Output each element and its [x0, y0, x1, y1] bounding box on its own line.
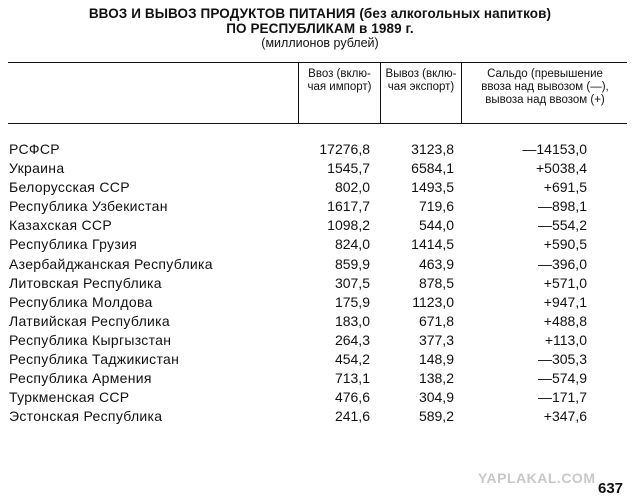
export-value: 1414,5 [411, 236, 454, 253]
balance-value: +113,0 [544, 331, 587, 348]
region-name: Республика Узбекистан [9, 198, 168, 215]
table-body [0, 140, 640, 426]
import-value: 713,1 [334, 370, 370, 387]
header-bottom-rule [8, 123, 627, 124]
balance-value: —305,3 [537, 351, 587, 368]
balance-value: +571,0 [543, 274, 587, 291]
import-value: 241,6 [334, 408, 370, 425]
export-value: 878,5 [418, 274, 454, 291]
table-row [0, 350, 640, 369]
export-value: 463,9 [418, 255, 454, 272]
export-value: 671,8 [418, 312, 454, 329]
export-value: 6584,1 [411, 160, 454, 177]
balance-value: +5038,4 [536, 160, 587, 177]
export-value: 148,9 [418, 351, 454, 368]
column-divider [298, 63, 299, 123]
import-value: 859,9 [334, 255, 370, 272]
title-line-1: ВВОЗ И ВЫВОЗ ПРОДУКТОВ ПИТАНИЯ (без алкогольных напитков) [88, 6, 552, 21]
region-name: Туркменская ССР [9, 389, 130, 406]
region-name: РСФСР [9, 141, 60, 157]
region-name: Белорусская ССР [9, 179, 130, 196]
balance-value: —574,9 [537, 370, 587, 387]
region-name: Республика Таджикистан [9, 351, 180, 368]
import-value: 1098,2 [327, 217, 370, 234]
title-line-2: ПО РЕСПУБЛИКАМ в 1989 г. [226, 21, 414, 36]
page-number: 637 [598, 480, 624, 497]
table-row [0, 369, 640, 388]
column-header-balance-line: вывоза над ввозом (+) [485, 94, 605, 106]
region-name: Эстонская Республика [9, 408, 163, 425]
table-row [0, 274, 640, 293]
table-row [0, 178, 640, 197]
balance-value: —898,1 [537, 198, 587, 215]
table-row [0, 331, 640, 350]
region-name: Республика Молдова [9, 293, 153, 310]
import-value: 264,3 [334, 331, 370, 348]
balance-value: +947,1 [543, 293, 587, 310]
column-header-import-line: Ввоз (вклю- [308, 68, 371, 80]
region-name: Республика Армения [9, 370, 152, 387]
region-name: Литовская Республика [9, 274, 162, 291]
export-value: 377,3 [418, 331, 454, 348]
import-value: 183,0 [334, 312, 370, 329]
region-name: Украина [9, 160, 65, 177]
title-units: (миллионов рублей) [261, 36, 379, 50]
table-top-rule [8, 62, 627, 63]
table-row [0, 197, 640, 216]
export-value: 719,6 [418, 198, 454, 215]
site-watermark: YAPLAKAL.COM [478, 470, 596, 486]
export-value: 1123,0 [412, 293, 454, 310]
table-row [0, 293, 640, 312]
table-row [0, 235, 640, 254]
region-name: Казахская ССР [9, 217, 112, 234]
column-header-balance-line: Сальдо (превышение [487, 68, 603, 80]
region-name: Республика Кыргызстан [9, 331, 172, 348]
region-name: Республика Грузия [9, 236, 138, 253]
import-value: 1545,7 [327, 160, 370, 177]
region-name: Азербайджанская Республика [9, 255, 213, 272]
table-row [0, 388, 640, 407]
import-value: 17276,8 [319, 141, 370, 157]
column-header-export-line: Вывоз (вклю- [385, 68, 457, 80]
balance-value: +691,5 [543, 179, 587, 196]
table-row [0, 216, 640, 235]
export-value: 1493,5 [411, 179, 454, 196]
column-header-balance [462, 68, 628, 107]
import-value: 824,0 [334, 236, 370, 253]
import-value: 1617,7 [327, 198, 370, 215]
import-value: 476,6 [334, 389, 370, 406]
balance-value: —554,2 [537, 217, 587, 234]
import-value: 307,5 [334, 274, 370, 291]
region-name: Латвийская Республика [9, 312, 170, 329]
balance-value: +488,8 [543, 312, 587, 329]
import-value: 175,9 [334, 293, 370, 310]
table-row [0, 312, 640, 331]
balance-value: —171,7 [537, 389, 587, 406]
balance-value: —14153,0 [522, 141, 587, 157]
export-value: 138,2 [418, 370, 454, 387]
table-row [0, 140, 640, 159]
table-title [0, 6, 640, 51]
import-value: 454,2 [334, 351, 370, 368]
import-value: 802,0 [334, 179, 370, 196]
column-header-import-line: чая импорт) [307, 81, 372, 93]
column-header-export [381, 68, 461, 94]
table-row [0, 407, 640, 426]
export-value: 304,9 [418, 389, 454, 406]
table-row [0, 255, 640, 274]
export-value: 589,2 [418, 408, 454, 425]
balance-value: +347,6 [543, 408, 587, 425]
column-header-export-line: чая экспорт) [387, 81, 455, 93]
balance-value: +590,5 [543, 236, 587, 253]
column-header-import [300, 68, 379, 94]
export-value: 3123,8 [411, 141, 454, 157]
balance-value: —396,0 [537, 255, 587, 272]
column-header-balance-line: ввоза над вывозом (—), [481, 81, 609, 93]
export-value: 544,0 [418, 217, 454, 234]
table-row [0, 159, 640, 178]
